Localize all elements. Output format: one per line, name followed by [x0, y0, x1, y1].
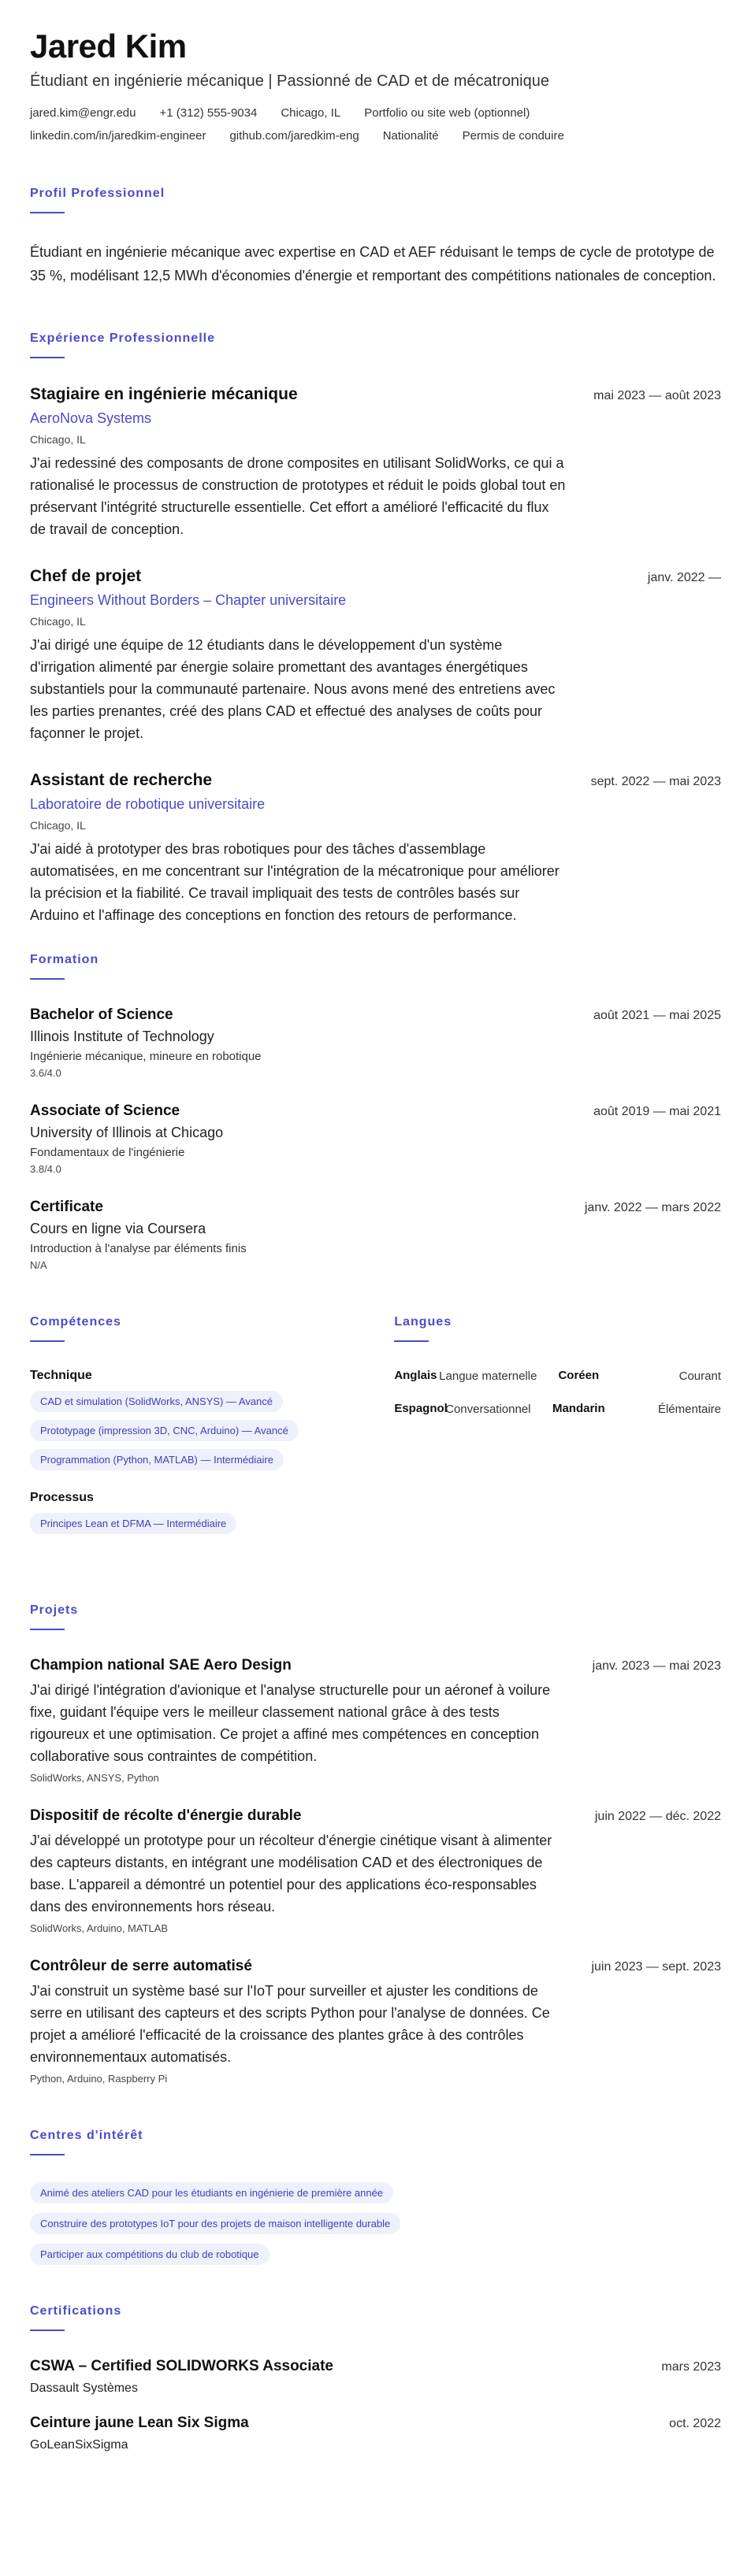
project-technologies: Python, Arduino, Raspberry Pi — [30, 2073, 168, 2085]
project-technologies: SolidWorks, ANSYS, Python — [30, 1772, 159, 1785]
certification-date: oct. 2022 — [669, 2417, 721, 2431]
language-list — [394, 1369, 721, 1418]
job-description: J'ai aidé à prototyper des bras robotiques pour des tâches d'assemblage automatisées, en me concentrant sur l'intégration de la mécatronique pour améliorer la précision et la fiabilité. Ce travail impliquait des tests de contrôles basés sur Arduino et l'affinage des conceptions en fonction des retours de performance. — [30, 841, 560, 924]
project-entry — [30, 1657, 721, 1784]
project-date: juin 2022 — déc. 2022 — [594, 1810, 721, 1824]
skills-section — [30, 1315, 380, 1555]
profile-section — [30, 187, 721, 287]
candidate-headline: Étudiant en ingénierie mécanique | Passionné de CAD et de mécatronique — [30, 72, 549, 91]
interest-tag: Participer aux compétitions du club de robotique — [30, 2244, 270, 2265]
certification-title: Ceinture jaune Lean Six Sigma — [30, 2415, 249, 2432]
project-description: J'ai développé un prototype pour un récolteur d'énergie cinétique visant à alimenter des capteurs distants, en intégrant une modélisation CAD et des électroniques de base. L'appareil a démontré un potentiel pour des applications éco-responsables dans des environnements hors réseau. — [30, 1833, 552, 1915]
profile-summary: Étudiant en ingénierie mécanique avec expertise en CAD et AEF réduisant le temps de cycle de prototype de 35 %, modélisant 12,5 MWh d'économies d'énergie et remportant des compétitions nationales de conception. — [30, 244, 716, 284]
job-title: Stagiaire en ingénierie mécanique — [30, 385, 298, 404]
project-entry — [30, 1807, 721, 1934]
gpa: 3.8/4.0 — [30, 1163, 61, 1176]
contact-portfolio[interactable]: Portfolio ou site web (optionnel) — [364, 106, 530, 120]
job-organization: AeroNova Systems — [30, 410, 152, 427]
skill-group-title: Processus — [30, 1491, 94, 1505]
certification-date: mars 2023 — [661, 2360, 721, 2374]
certification-entry — [30, 2415, 721, 2452]
project-date: juin 2023 — sept. 2023 — [591, 1960, 721, 1974]
job-description: J'ai redessiné des composants de drone composites en utilisant SolidWorks, ce qui a rationalisé le processus de construction de prototypes et réduit le poids global tout en préservant l'intégrité structurelle essentielle. Cet effort a amélioré l'efficacité du flux de travail de conception. — [30, 455, 566, 538]
contact-license: Permis de conduire — [462, 129, 564, 143]
interest-list — [30, 2182, 721, 2265]
certification-title: CSWA – Certified SOLIDWORKS Associate — [30, 2358, 333, 2375]
section-title: Formation — [30, 953, 99, 967]
project-description: J'ai construit un système basé sur l'IoT pour surveiller et ajuster les conditions de serre en utilisant des capteurs et des scripts Python pour l'analyse de données. Ce projet a amélioré l'efficacité de la croissance des plantes grâce à des contrôles environnementaux automatisés. — [30, 1983, 550, 2066]
contact-phone[interactable]: +1 (312) 555-9034 — [159, 106, 258, 120]
section-title: Langues — [394, 1315, 452, 1329]
section-divider — [394, 1340, 429, 1342]
job-location: Chicago, IL — [30, 433, 86, 447]
section-title: Projets — [30, 1603, 79, 1618]
field-of-study: Fondamentaux de l'ingénierie — [30, 1146, 185, 1160]
section-divider — [30, 1629, 65, 1630]
skills-languages-row — [30, 1315, 721, 1555]
contact-email[interactable]: jared.kim@engr.edu — [30, 106, 136, 120]
contact-linkedin[interactable]: linkedin.com/in/jaredkim-engineer — [30, 129, 206, 143]
job-date: mai 2023 — août 2023 — [593, 389, 721, 403]
language-name: Mandarin — [552, 1402, 605, 1416]
section-title: Centres d'intérêt — [30, 2129, 143, 2143]
degree-title: Certificate — [30, 1199, 103, 1216]
gpa: 3.6/4.0 — [30, 1067, 61, 1080]
experience-entry — [30, 567, 721, 744]
skill-tag: Programmation (Python, MATLAB) — Intermédiaire — [30, 1449, 284, 1470]
project-technologies: SolidWorks, Arduino, MATLAB — [30, 1922, 169, 1935]
projects-section — [30, 1603, 721, 2085]
language-level: Conversationnel — [445, 1403, 531, 1417]
education-entry — [30, 1006, 721, 1079]
section-divider — [30, 2154, 65, 2155]
skill-group — [30, 1369, 380, 1478]
school-name: University of Illinois at Chicago — [30, 1125, 224, 1141]
education-section — [30, 953, 721, 1271]
language-level: Élémentaire — [657, 1403, 721, 1417]
degree-date: août 2021 — mai 2025 — [593, 1009, 721, 1023]
job-title: Assistant de recherche — [30, 771, 213, 790]
education-entry — [30, 1103, 721, 1175]
certifications-section — [30, 2304, 721, 2452]
degree-date: janv. 2022 — mars 2022 — [584, 1201, 721, 1215]
language-level: Langue maternelle — [439, 1370, 537, 1384]
skill-tag: Prototypage (impression 3D, CNC, Arduino) — Avancé — [30, 1420, 299, 1441]
job-location: Chicago, IL — [30, 819, 86, 832]
job-organization: Engineers Without Borders – Chapter universitaire — [30, 592, 347, 609]
project-date: janv. 2023 — mai 2023 — [592, 1659, 721, 1673]
degree-date: août 2019 — mai 2021 — [593, 1105, 721, 1119]
project-entry — [30, 1958, 721, 2085]
certification-issuer: Dassault Systèmes — [30, 2381, 138, 2396]
section-divider — [30, 2330, 65, 2331]
school-name: Cours en ligne via Coursera — [30, 1221, 206, 1237]
languages-section — [394, 1315, 721, 1555]
language-name: Coréen — [558, 1369, 600, 1383]
contact-github[interactable]: github.com/jaredkim-eng — [229, 129, 359, 143]
language-level: Courant — [679, 1370, 721, 1384]
experience-section — [30, 332, 721, 926]
job-organization: Laboratoire de robotique universitaire — [30, 796, 266, 813]
field-of-study: Introduction à l'analyse par éléments finis — [30, 1242, 247, 1256]
section-divider — [30, 978, 65, 980]
section-divider — [30, 212, 65, 213]
language-name: Anglais — [394, 1369, 437, 1383]
interest-tag: Construire des prototypes IoT pour des projets de maison intelligente durable — [30, 2213, 400, 2234]
interests-section — [30, 2129, 721, 2265]
resume-header — [30, 28, 721, 143]
job-location: Chicago, IL — [30, 615, 86, 628]
skill-tag: CAD et simulation (SolidWorks, ANSYS) — Avancé — [30, 1391, 283, 1412]
job-date: janv. 2022 — — [647, 571, 721, 585]
interest-tag: Animé des ateliers CAD pour les étudiants en ingénierie de première année — [30, 2182, 393, 2203]
project-title: Champion national SAE Aero Design — [30, 1657, 292, 1674]
contact-location: Chicago, IL — [281, 106, 341, 120]
contact-nationality: Nationalité — [382, 129, 439, 143]
candidate-name: Jared Kim — [30, 28, 187, 65]
section-divider — [30, 1340, 65, 1342]
job-description: J'ai dirigé une équipe de 12 étudiants dans le développement d'un système d'irrigation alimenté par énergie solaire promettant des avantages énergétiques substantiels pour la communauté partenaire. Nous avons mené des entretiens avec les parties prenantes, créé des plans CAD et effectué des analyses de coûts pour façonner le projet. — [30, 637, 556, 742]
degree-title: Associate of Science — [30, 1103, 180, 1120]
field-of-study: Ingénierie mécanique, mineure en robotique — [30, 1050, 262, 1064]
school-name: Illinois Institute of Technology — [30, 1029, 214, 1045]
education-entry — [30, 1199, 721, 1271]
section-title: Certifications — [30, 2304, 122, 2318]
project-title: Dispositif de récolte d'énergie durable — [30, 1807, 302, 1825]
degree-title: Bachelor of Science — [30, 1006, 173, 1024]
section-title: Expérience Professionnelle — [30, 332, 215, 346]
gpa: N/A — [30, 1259, 47, 1272]
skill-group-title: Technique — [30, 1369, 92, 1383]
project-description: J'ai dirigé l'intégration d'avionique et l'analyse structurelle pour un aéronef à voilure fixe, guidant l'équipe vers le meilleur classement national grâce à des tests rigoureux et une optimisation. Ce projet a affiné mes compétences en conception collaborative sous contraintes de compétition. — [30, 1682, 551, 1765]
contact-list — [30, 106, 721, 143]
section-title: Compétences — [30, 1315, 121, 1329]
certification-entry — [30, 2358, 721, 2396]
section-title: Profil Professionnel — [30, 187, 165, 201]
skill-tag: Principes Lean et DFMA — Intermédiaire — [30, 1513, 236, 1534]
section-divider — [30, 357, 65, 358]
job-date: sept. 2022 — mai 2023 — [590, 775, 721, 789]
project-title: Contrôleur de serre automatisé — [30, 1958, 252, 1975]
certification-issuer: GoLeanSixSigma — [30, 2438, 128, 2452]
language-name: Espagnol — [394, 1402, 448, 1416]
experience-entry — [30, 771, 721, 926]
skill-group — [30, 1491, 380, 1542]
experience-entry — [30, 385, 721, 540]
job-title: Chef de projet — [30, 567, 142, 586]
